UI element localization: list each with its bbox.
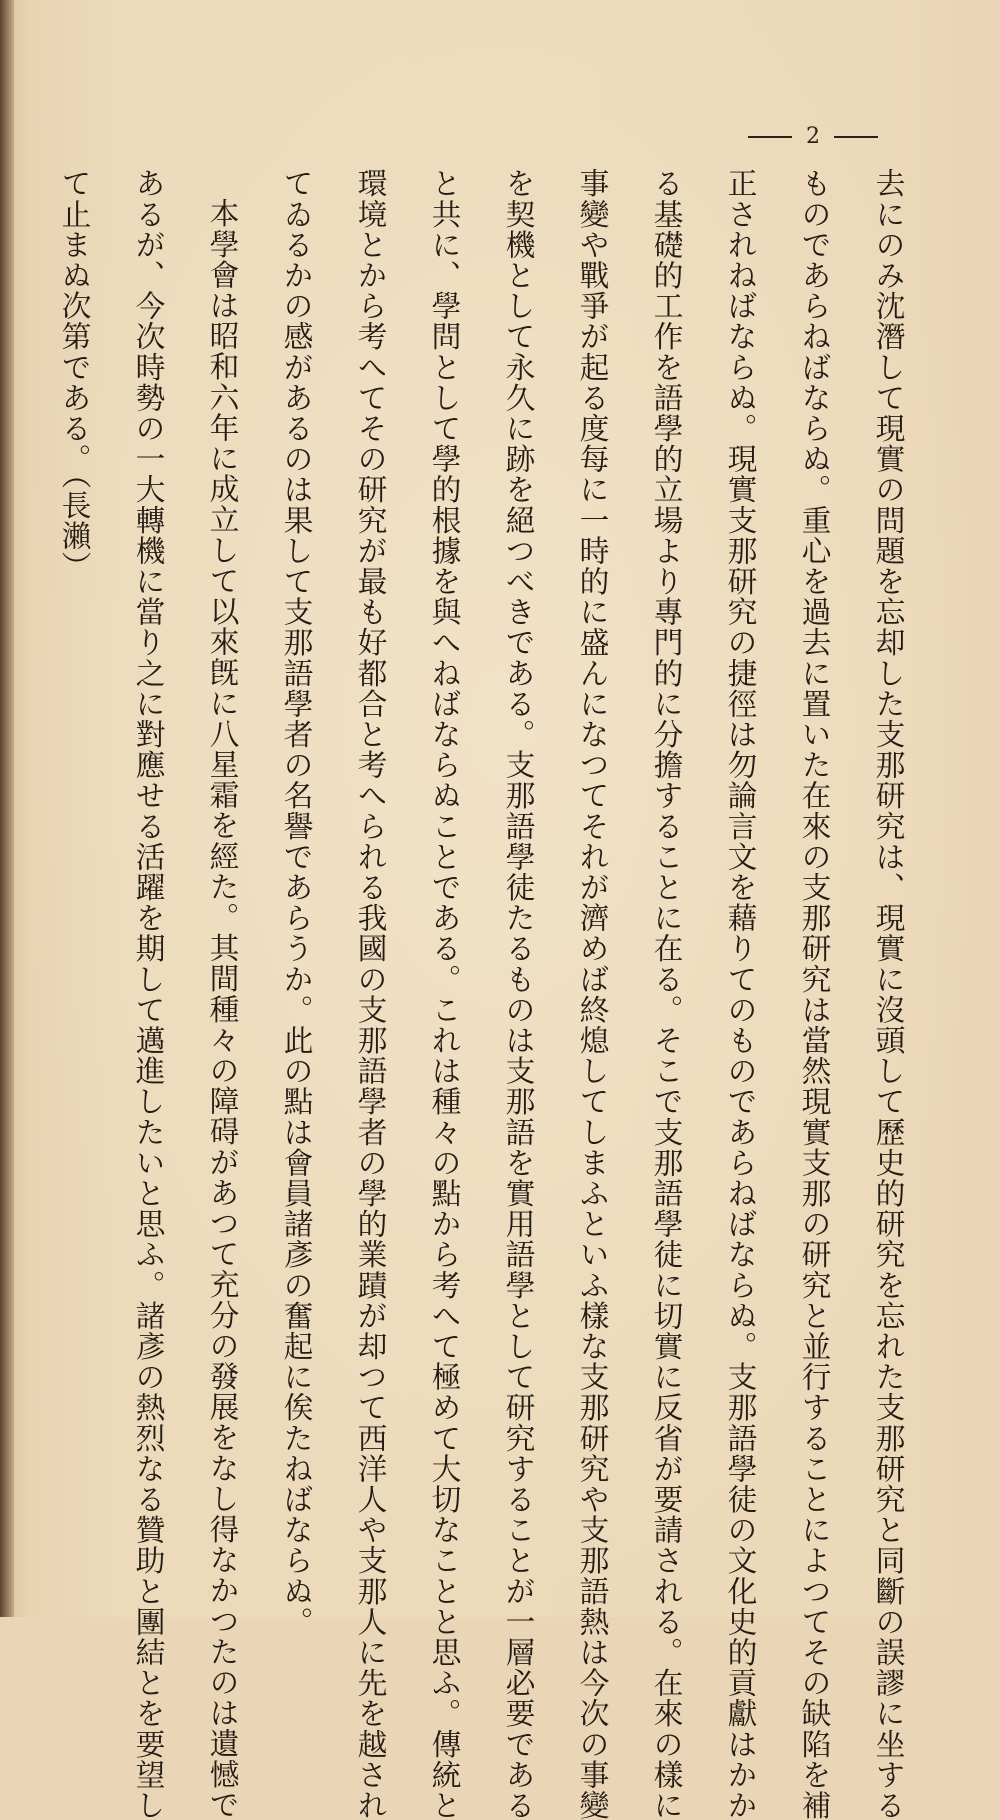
page-number-right-rule (834, 136, 878, 138)
text-column: を契機として永久に跡を絕つべきである。支那語學徒たるものは支那語を實用語學として研究することが一層必要である (500, 168, 535, 1820)
page-number-left-rule (748, 136, 792, 138)
text-column: 環境とから考へてその研究が最も好都合と考へられる我國の支那語學者の學的業蹟が却つて西洋人や支那人に先を越され (352, 168, 387, 1820)
vertical-text-body (56, 168, 905, 1820)
text-column: と共に、學問として學的根據を與へねばならぬことである。これは種々の點から考へて極めて大切なことと思ふ。傳統と (426, 168, 461, 1820)
page-number: 2 (806, 124, 820, 149)
text-column: る基礎的工作を語學的立場より專門的に分擔することに在る。そこで支那語學徒に切實に反省が要請される。在來の樣に (648, 168, 683, 1820)
text-column: あるが、今次時勢の一大轉機に當り之に對應せる活躍を期して邁進したいと思ふ。諸彥の熱烈なる贊助と團結とを要望し (130, 168, 165, 1820)
paragraph-start-column: 本學會は昭和六年に成立して以來旣に八星霜を經た。其間種々の障碍があつて充分の發展をなし得なかつたのは遺憾で (204, 198, 239, 1820)
text-column: 正されねばならぬ。現實支那研究の捷徑は勿論言文を藉りてのものであらねばならぬ。支那語學徒の文化史的貢獻はかか (722, 168, 757, 1820)
book-spine-edge (0, 0, 14, 1617)
text-column: ものであらねばならぬ。重心を過去に置いた在來の支那研究は當然現實支那の研究と並行することによつてその缺陷を補 (796, 168, 831, 1820)
text-column: てゐるかの感があるのは果して支那語學者の名譽であらうか。此の點は會員諸彥の奮起に俟たねばならぬ。 (278, 168, 313, 1637)
text-column: 事變や戰爭が起る度每に一時的に盛んになつてそれが濟めば終熄してしまふといふ樣な支那研究や支那語熱は今次の事變 (574, 168, 609, 1820)
page-number-header (748, 126, 878, 148)
signature-column: て止まぬ次第である。（長瀨） (56, 168, 91, 582)
text-column: 去にのみ沈潛して現實の問題を忘却した支那研究は、現實に沒頭して歷史的研究を忘れた支那研究と同斷の誤謬に坐する (870, 168, 905, 1820)
